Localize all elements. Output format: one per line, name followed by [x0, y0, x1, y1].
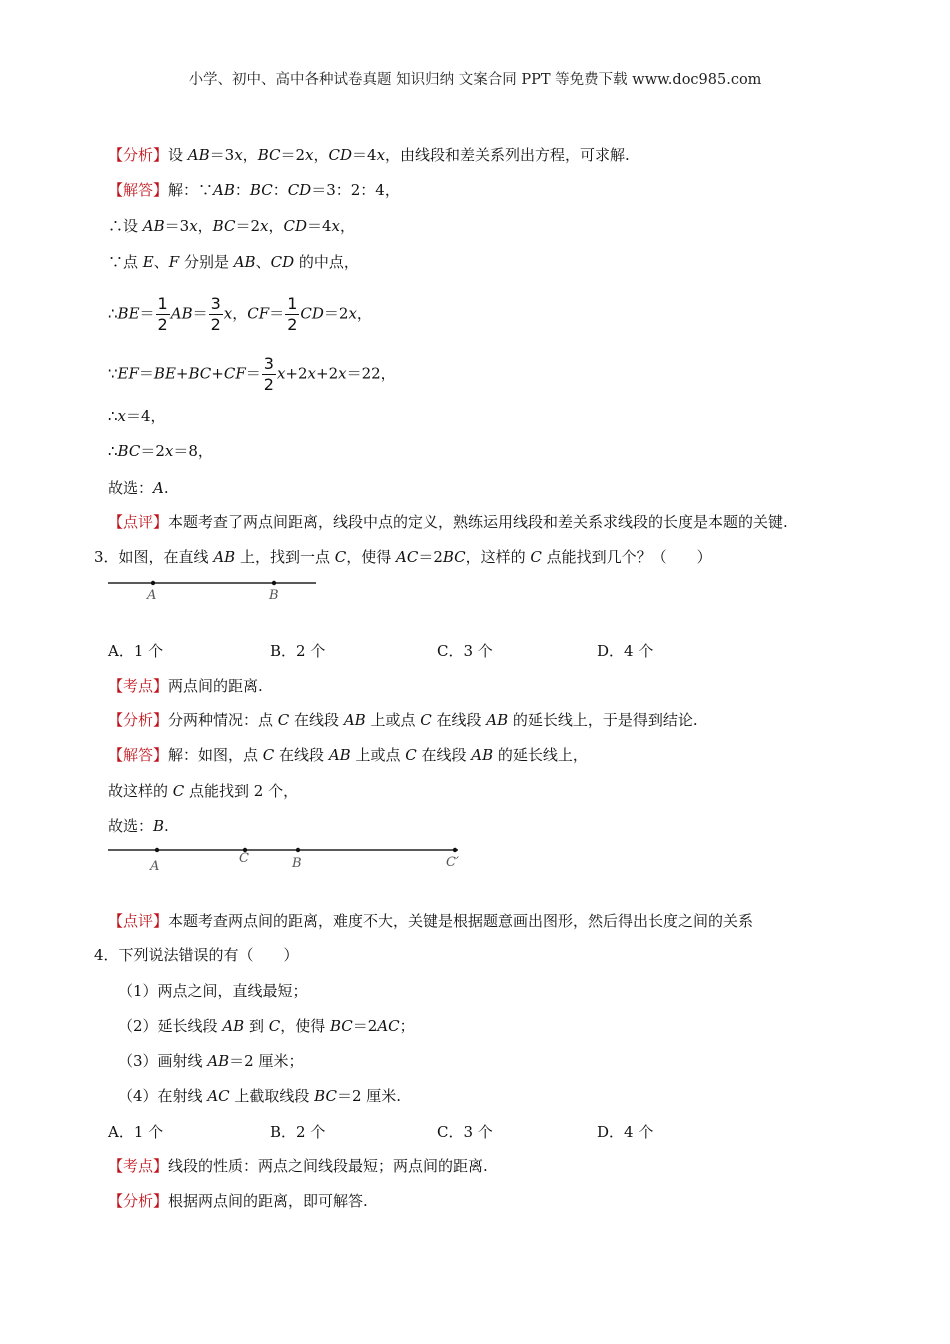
q4-point: 【考点】线段的性质：两点之间线段最短；两点间的距离. [108, 1157, 488, 1175]
fraction-three-halves: $\frac{3}{2}$ [263, 354, 274, 394]
fraction-half: $\frac{1}{2}$ [287, 294, 298, 334]
q4-option-b[interactable]: B．2 个 [270, 1123, 326, 1141]
point-tag: 【考点】 [108, 677, 169, 695]
q3-conclusion: 故选：B. [108, 817, 169, 835]
point-label-c-prime: C′ [446, 855, 459, 870]
q2-step-1: ∴设 AB＝3x，BC＝2x，CD＝4x， [108, 217, 356, 235]
q2-step-6: ∴BC＝2x＝8， [108, 442, 213, 460]
fraction-half: $\frac{1}{2}$ [157, 294, 168, 334]
analysis-tag: 【分析】 [108, 146, 169, 164]
q2-step-3: ∴BE＝ $\frac{1}{2}$ AB＝ $\frac{3}{2}$ x，CF＝ $\frac{1}{2}$ CD＝2x， [108, 294, 372, 334]
q4-item-2: （2）延长线段 AB 到 C，使得 BC＝2AC； [118, 1017, 415, 1035]
comment-tag: 【点评】 [108, 912, 169, 930]
q3-point: 【考点】两点间的距离. [108, 677, 263, 695]
q3-option-a[interactable]: A．1 个 [108, 642, 164, 660]
point-tag: 【考点】 [108, 1157, 169, 1175]
q2-step-4: ∵EF＝BE+BC+CF＝ $\frac{3}{2}$ x+2x+2x＝22， [108, 354, 396, 394]
q2-comment: 【点评】本题考查了两点间距离，线段中点的定义，熟练运用线段和差关系求线段的长度是本题的关键. [108, 513, 788, 531]
q4-analysis: 【分析】根据两点间的距离，即可解答. [108, 1192, 368, 1210]
solution-tag: 【解答】 [108, 181, 169, 199]
comment-tag: 【点评】 [108, 513, 169, 531]
q3-option-d[interactable]: D．4 个 [597, 642, 654, 660]
q4-item-4: （4）在射线 AC 上截取线段 BC＝2 厘米. [118, 1087, 402, 1105]
q3-figure-line-ab [108, 575, 318, 605]
q2-step-2: ∵点 E、F 分别是 AB、CD 的中点， [108, 253, 359, 271]
q2-analysis: 【分析】设 AB＝3x，BC＝2x，CD＝4x，由线段和差关系列出方程，可求解. [108, 146, 630, 164]
point-label-a: A [150, 859, 160, 874]
fraction-three-halves: $\frac{3}{2}$ [210, 294, 221, 334]
analysis-tag: 【分析】 [108, 1192, 169, 1210]
q4-item-1: （1）两点之间，直线最短； [118, 982, 308, 1000]
q4-option-c[interactable]: C．3 个 [437, 1123, 493, 1141]
q3-solution-2: 故这样的 C 点能找到 2 个， [108, 782, 299, 800]
q4-option-d[interactable]: D．4 个 [597, 1123, 654, 1141]
q3-comment: 【点评】本题考查两点间的距离，难度不大，关键是根据题意画出图形，然后得出长度之间的关系 [108, 912, 754, 930]
solution-tag: 【解答】 [108, 746, 169, 764]
q3-question: 3．如图，在直线 AB 上，找到一点 C，使得 AC＝2BC，这样的 C 点能找到几个？（ ） [94, 548, 712, 566]
q2-step-5: ∴x＝4， [108, 407, 166, 425]
q2-solution: 【解答】解：∵AB：BC：CD＝3：2：4， [108, 181, 400, 199]
q3-figure-line-acbc [108, 842, 468, 876]
q4-option-a[interactable]: A．1 个 [108, 1123, 164, 1141]
q4-item-3: （3）画射线 AB＝2 厘米； [118, 1052, 304, 1070]
point-label-b: B [269, 588, 279, 603]
q3-analysis: 【分析】分两种情况：点 C 在线段 AB 上或点 C 在线段 AB 的延长线上，于是得到结论. [108, 711, 698, 729]
q3-option-b[interactable]: B．2 个 [270, 642, 326, 660]
page-header: 小学、初中、高中各种试卷真题 知识归纳 文案合同 PPT 等免费下载 www.doc985.com [188, 72, 762, 88]
q3-solution: 【解答】解：如图，点 C 在线段 AB 上或点 C 在线段 AB 的延长线上， [108, 746, 588, 764]
q4-question: 4．下列说法错误的有（ ） [94, 946, 299, 964]
point-label-b: B [292, 856, 302, 871]
q3-option-c[interactable]: C．3 个 [437, 642, 493, 660]
q2-conclusion: 故选：A. [108, 479, 169, 497]
point-label-c: C [239, 851, 249, 866]
point-label-a: A [147, 588, 157, 603]
analysis-tag: 【分析】 [108, 711, 169, 729]
